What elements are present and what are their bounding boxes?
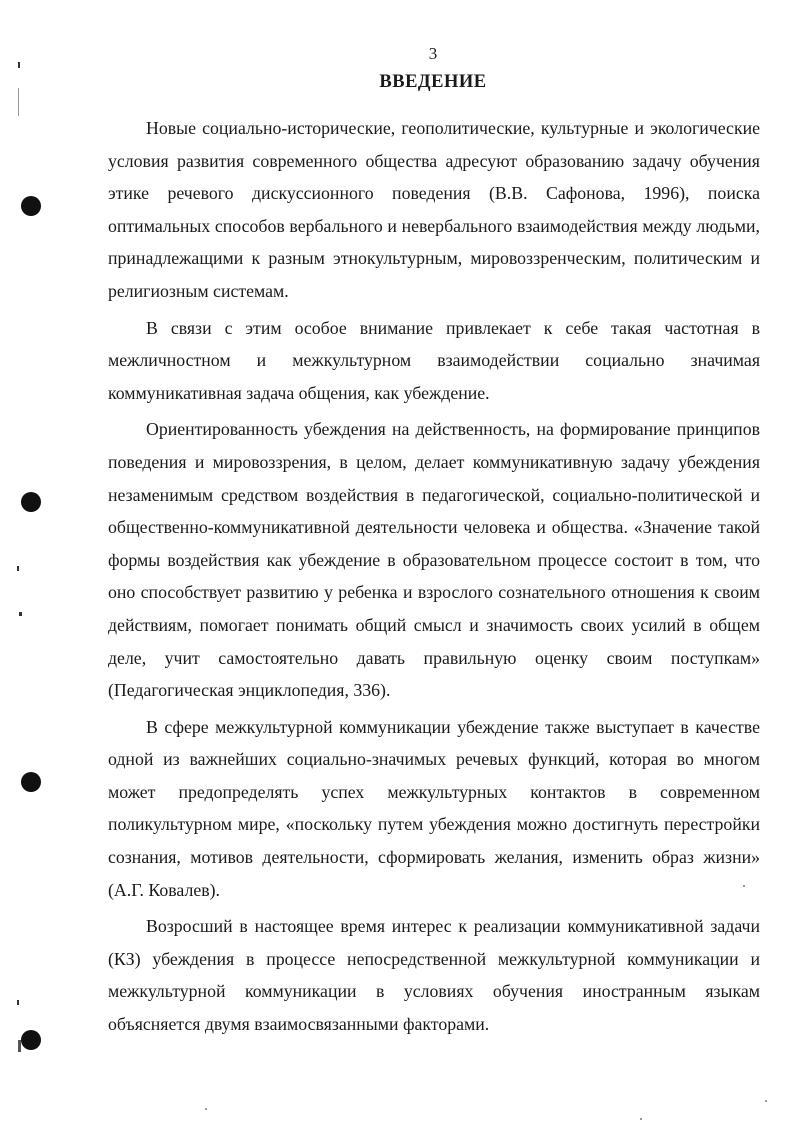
paragraph: В сфере межкультурной коммуникации убеждение также выступает в качестве одной из важнейших социально-значимых речевых функций, которая во многом может предопределять успех межкультурных контактов в современном поликультурном мире, «поскольку путем убеждения можно достигнуть перестройки сознания, мотивов деятельности, сформировать желания, изменить образ жизни» (А.Г. Ковалев). <box>108 716 760 900</box>
scan-speck <box>765 1100 767 1102</box>
punch-hole-1 <box>21 196 41 216</box>
paragraph: Новые социально-исторические, геополитические, культурные и экологические условия развития современного общества адресуют образованию задачу обучения этике речевого дискуссионного поведения (В.В. Сафонова, 1996), поиска оптимальных способов вербального и невербального взаимодействия между людьми, принадлежащими к разным этнокультурным, мировоззренческим, политическим и религиозным системам. <box>108 118 760 301</box>
margin-mark <box>17 1000 19 1005</box>
body-text <box>108 112 760 1045</box>
margin-mark <box>17 566 19 571</box>
scan-speck <box>205 1108 207 1110</box>
paragraph: Ориентированность убеждения на действенность, на формирование принципов поведения и мировоззрения, в целом, делает коммуникативную задачу убеждения незаменимым средством воздействия в педагогической, социально-политической и общественно-коммуникативной деятельности человека и общества. «Значение такой формы воздействия как убеждение в образовательном процессе состоит в том, что оно способствует развитию у ребенка и взрослого сознательного отношения к своим действиям, помогает понимать общий смысл и значимость своих усилий в общем деле, учит самостоятельно давать правильную оценку своим поступкам» (Педагогическая энциклопедия, 336). <box>108 419 760 701</box>
page-number: 3 <box>428 44 438 63</box>
section-title: ВВЕДЕНИЕ <box>379 72 487 92</box>
punch-hole-4 <box>21 1030 41 1050</box>
punch-hole-3 <box>21 772 41 792</box>
margin-mark <box>19 612 22 616</box>
punch-hole-2 <box>21 492 41 512</box>
paragraph: Возросший в настоящее время интерес к реализации коммуникативной задачи (КЗ) убеждения в процессе непосредственной межкультурной коммуникации и межкультурной коммуникации в условиях обучения иностранным языкам объясняется двумя взаимосвязанными факторами. <box>108 916 760 1035</box>
paragraph: В связи с этим особое внимание привлекает к себе такая частотная в межличностном и межкультурном взаимодействии социально значимая коммуникативная задача общения, как убеждение. <box>108 317 760 403</box>
margin-mark <box>18 1040 21 1052</box>
scan-speck <box>640 1118 642 1120</box>
